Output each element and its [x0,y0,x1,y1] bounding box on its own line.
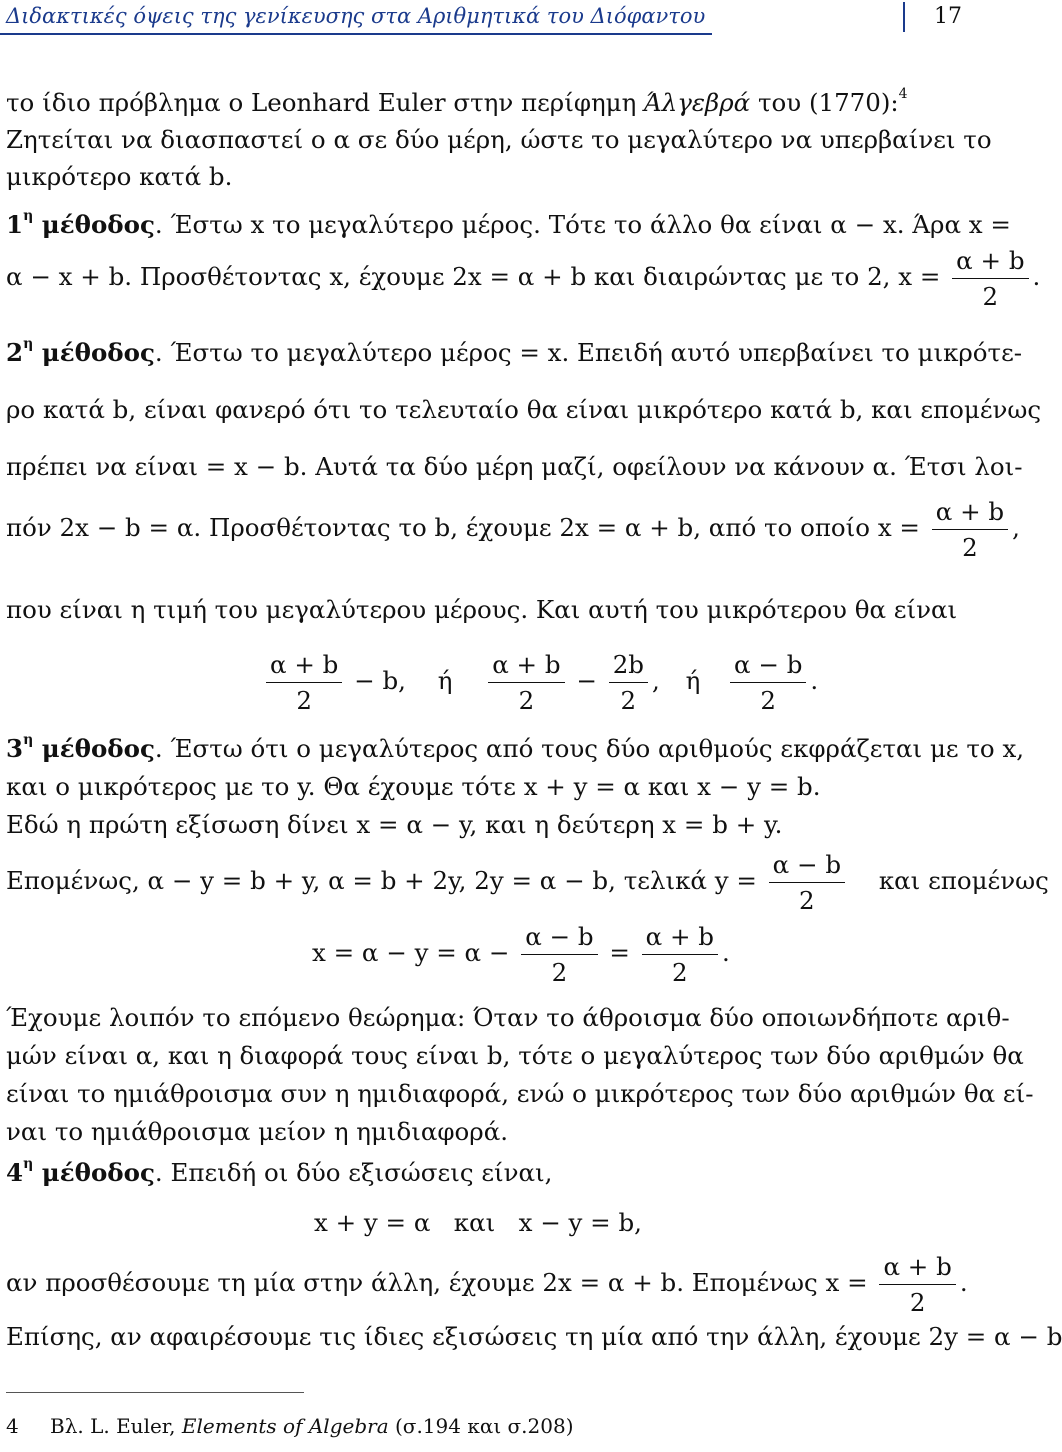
intro-line-1 [6,88,908,117]
method-2-line-4: πόν 2x − b = α. Προσθέτοντας το b, έχουμε 2x = α + b, από το οποίο x = $\frac{\alpha + b}{2}$ , [6,497,1020,562]
method-2-line-3: πρέπει να είναι = x − b. Αυτά τα δύο μέρη μαζί, οφείλουν να κάνουν α. Έτσι λοι- [6,452,1023,481]
footnote-ref[interactable]: 4 [898,86,908,102]
method-1-heading: $1^\eta$ μέθοδος [6,208,155,239]
fraction: $\frac{\alpha + b}{2}$ [952,246,1028,311]
method-2-line-2: ρο κατά b, είναι φανερό ότι το τελευταίο θα είναι μικρότερο κατά b, και επομένως [6,395,1042,424]
method-1-line-2: α − x + b. Προσθέτοντας x, έχουμε 2x = α + b και διαιρώντας με το 2, x = $\frac{\alpha + b}{2}$ . [6,246,1041,311]
header-divider [903,2,905,32]
method-1-text: α − x + b. Προσθέτοντας x, έχουμε 2x = α + b και διαιρώντας με το 2, x = [6,262,941,291]
method-3-text: . Έστω ότι ο μεγαλύτερος από τους δύο αριθμούς εκφράζεται με το x, [154,734,1025,763]
method-4-heading: $4^\eta$ μέθοδος [6,1156,155,1187]
method-3-line-4: Επομένως, α − y = b + y, α = b + 2y, 2y = α − b, τελικά y = $\frac{\alpha - b}{2}$ και επομένως [6,850,1049,915]
running-header-title: Διδακτικές όψεις της γενίκευσης στα Αριθμητικά του Διόφαντου [6,4,706,28]
theorem-line-2: μών είναι α, και η διαφορά τους είναι b, τότε ο μεγαλύτερος των δύο αριθμών θα [6,1041,1024,1070]
fraction: $\frac{\alpha + b}{2}$ [642,922,718,987]
page-number: 17 [934,4,962,29]
method-2-line-5: που είναι η τιμή του μεγαλύτερου μέρους. Και αυτή του μικρότερου θα είναι [6,595,958,624]
fraction: $\frac{\alpha + b}{2}$ [879,1252,955,1317]
fraction: $\frac{\alpha - b}{2}$ [730,650,806,715]
method-2-text: πόν 2x − b = α. Προσθέτοντας το b, έχουμε 2x = α + b, από το οποίο x = [6,513,920,542]
method-1-line-1 [6,210,1011,239]
fraction: $\frac{\alpha + b}{2}$ [488,650,564,715]
method-2-text: . Έστω το μεγαλύτερο μέρος = x. Επειδή αυτό υπερβαίνει το μικρότε- [154,338,1023,367]
intro-line-3: μικρότερο κατά b. [6,162,233,191]
method-2-heading: $2^\eta$ μέθοδος [6,336,155,367]
method-3-equation: x = α − y = α − $\frac{\alpha - b}{2}$ = $\frac{\alpha + b}{2}$ . [312,922,730,987]
method-4-line-4: Επίσης, αν αφαιρέσουμε τις ίδιες εξισώσεις τη μία από την άλλη, έχουμε 2y = α − b [6,1322,1062,1351]
method-1-text: . Έστω x το μεγαλύτερο μέρος. Τότε το άλλο θα είναι α − x. Άρα x = [154,210,1011,239]
method-3-line-1 [6,734,1024,763]
fraction: $\frac{\alpha - b}{2}$ [769,850,845,915]
theorem-line-3: είναι το ημιάθροισμα συν η ημιδιαφορά, ενώ ο μικρότερος των δύο αριθμών θα εί- [6,1079,1034,1108]
intro-text: το ίδιο πρόβλημα ο Leonhard Euler στην περίφημη [6,88,645,117]
method-2-line-1 [6,338,1022,367]
method-4-line-3: αν προσθέσουμε τη μία στην άλλη, έχουμε 2x = α + b. Επομένως x = $\frac{\alpha + b}{2}$ . [6,1252,968,1317]
method-4-line-1 [6,1158,552,1187]
footnote: 4 Βλ. L. Euler, Elements of Algebra (σ.194 και σ.208) [6,1414,574,1438]
theorem-line-4: ναι το ημιάθροισμα μείον η ημιδιαφορά. [6,1117,509,1146]
euler-book-title: Elements of Algebra [181,1414,389,1438]
method-4-equations: x + y = α και x − y = b, [314,1208,642,1237]
footnote-number: 4 [6,1414,19,1438]
smaller-part-equation: $\frac{\alpha + b}{2}$ − b, ή $\frac{\alpha + b}{2}$ − $\frac{2b}{2}$ , ή $\frac{\alpha - b}{2}$ . [262,650,818,715]
fraction: $\frac{\alpha - b}{2}$ [521,922,597,987]
method-3-line-2: και ο μικρότερος με το y. Θα έχουμε τότε x + y = α και x − y = b. [6,772,821,801]
method-3-heading: $3^\eta$ μέθοδος [6,732,155,763]
algebra-title: Άλγεβρά [644,88,751,117]
header-rule [0,33,712,35]
method-3-line-3: Εδώ η πρώτη εξίσωση δίνει x = α − y, και η δεύτερη x = b + y. [6,810,783,839]
fraction: $\frac{\alpha + b}{2}$ [932,497,1008,562]
intro-text: του (1770): [750,88,899,117]
method-4-text: . Επειδή οι δύο εξισώσεις είναι, [154,1158,553,1187]
method-3-text: Επομένως, α − y = b + y, α = b + 2y, 2y = α − b, τελικά y = [6,866,757,895]
theorem-line-1: Έχουμε λοιπόν το επόμενο θεώρημα: Όταν το άθροισμα δύο οποιωνδήποτε αριθ- [6,1003,1010,1032]
method-4-text: αν προσθέσουμε τη μία στην άλλη, έχουμε 2x = α + b. Επομένως x = [6,1268,868,1297]
fraction: $\frac{2b}{2}$ [609,650,648,715]
intro-line-2: Ζητείται να διασπαστεί ο α σε δύο μέρη, ώστε το μεγαλύτερο να υπερβαίνει το [6,125,992,154]
fraction: $\frac{\alpha + b}{2}$ [266,650,342,715]
footnote-rule [6,1392,304,1393]
